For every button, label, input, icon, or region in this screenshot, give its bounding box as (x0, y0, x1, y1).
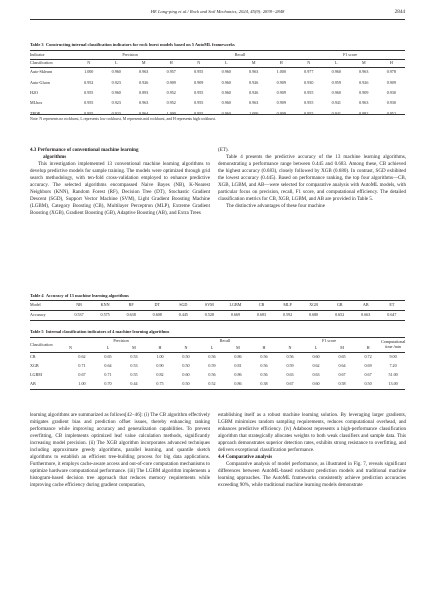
t3-cell: 0.909 (276, 100, 286, 106)
t4-cell: 0.608 (152, 311, 162, 317)
t3-class-header: L (224, 59, 228, 65)
t3-cell: 0.955 (84, 89, 94, 95)
t3-f1-header: F1 score (343, 51, 358, 57)
t5-cell: 0.56 (260, 362, 268, 368)
t3-cell: 0.955 (304, 110, 314, 116)
t3-cell: 0.955 (194, 89, 204, 95)
t4-header-cell: Model (30, 302, 41, 308)
t3-cell: 0.960 (221, 79, 231, 85)
t3-classification-header: Classification (30, 59, 53, 65)
t5-row-label: XGB (30, 362, 39, 368)
t3-cell: 0.952 (166, 89, 176, 95)
table-row (30, 67, 405, 77)
t3-cell: 0.909 (194, 79, 204, 85)
t3-class-header: H (169, 59, 173, 65)
t3-cell: 0.909 (276, 79, 286, 85)
t4-header-cell: DT (154, 302, 160, 308)
t5-time-header: Computational time /min (381, 339, 406, 349)
t3-cell: 0.955 (304, 89, 314, 95)
t4-cell: 0.669 (230, 311, 241, 317)
t3-cell: 0.955 (194, 110, 204, 116)
t5-cell: 1.00 (156, 353, 164, 359)
t5-cell: 0.38 (260, 381, 268, 387)
section-heading-cont: algorithms (43, 154, 67, 161)
t5-class-header: N (288, 345, 292, 351)
t4-cell: Accuracy (30, 311, 46, 317)
t3-row-label: MLbox (30, 100, 43, 106)
t5-cell: 0.50 (182, 381, 190, 387)
table-row (30, 370, 405, 379)
t5-cell: 0.86 (234, 353, 242, 359)
t3-cell: 1.000 (166, 110, 176, 116)
t3-cell: 0.955 (194, 69, 204, 75)
t3-cell: 0.909 (386, 79, 396, 85)
t3-class-header: M (251, 59, 256, 65)
table4-label: Table 4 (30, 293, 44, 298)
t5-cell: 0.59 (208, 362, 216, 368)
section-heading: 4.4 Comparative analysis (218, 454, 273, 461)
t3-cell: 0.955 (304, 100, 314, 106)
table-row (30, 88, 405, 98)
t5-cell: 0.67 (78, 371, 86, 377)
table3-caption (30, 42, 235, 47)
t5-cell: 0.67 (364, 371, 372, 377)
body-paragraph: The distinctive advantages of these four machine (226, 203, 325, 210)
t5-class-header: H (158, 345, 162, 351)
left-column-lower (30, 412, 210, 592)
table3-rule-bottom (30, 114, 405, 115)
t3-class-header: M (361, 59, 366, 65)
t3-cell: 0.959 (331, 79, 341, 85)
t4-header-cell: AB (362, 302, 369, 308)
t3-cell: 0.964 (139, 110, 149, 116)
t5-cell: 0.50 (182, 362, 190, 368)
t5-row-label: LGBM (30, 371, 42, 377)
t5-cell: 0.59 (286, 362, 294, 368)
t4-header-cell: SGD (179, 302, 188, 308)
body-paragraph: This investigation implemented 13 conventional machine learning algorithms to develop predictive models for sample training. The models were optimized through grid search methodology, with ten-fold cross-validation employed to enhance predictive accuracy. The selected algorithms encompassed Naive Bayes (NB), K-Nearest Neighbors (KNN), Random Forest (RF), Decision Tree (DT), Stochastic Gradient Descent (SGD), Support Vector Machine (SVM), Light Gradient Boosting Machine (LGBM), Category Boosting (CB), Multilayer Perceptron (MLP), Extreme Gradient Boosting (XGB), Gradient Boosting (GB), Adaptive Boosting (AB), and Extra Trees (30, 161, 210, 217)
t5-cell: 51.00 (388, 371, 398, 377)
table5-title: Internal classification indicators of 4 machine learning algorithms (45, 329, 170, 334)
t3-cell: 1.000 (249, 110, 259, 116)
t3-cell: 0.963 (249, 69, 259, 75)
t5-cell: 1.00 (78, 381, 86, 387)
t5-cell: 0.62 (78, 353, 86, 359)
t3-class-header: N (197, 59, 201, 65)
t5-cell: 0.62 (312, 362, 320, 368)
t5-cell: 0.70 (104, 381, 112, 387)
t3-cell: 0.930 (304, 79, 314, 85)
t3-cell: 0.977 (304, 69, 314, 75)
table5-label: Table 5 (30, 329, 44, 334)
t5-cell: 0.67 (286, 381, 294, 387)
t3-class-header: N (307, 59, 311, 65)
t3-recall-header: Recall (234, 51, 246, 57)
t3-cell: 0.978 (386, 69, 396, 75)
t3-class-header: M (141, 59, 146, 65)
t5-cell: 0.53 (130, 362, 138, 368)
t4-header-cell: XGB (309, 302, 318, 308)
t3-precision-header: Precision (122, 51, 138, 57)
t3-cell: 0.982 (359, 110, 369, 116)
t5-cell: 0.50 (364, 381, 372, 387)
t3-cell: 0.960 (221, 100, 231, 106)
t5-cell: 0.90 (156, 362, 164, 368)
t5-cell: 0.60 (182, 371, 190, 377)
t5-cell: 0.67 (338, 371, 346, 377)
t4-cell: 0.652 (335, 311, 345, 317)
t5-row-label: AB (30, 381, 36, 387)
t3-cell: 0.952 (386, 110, 396, 116)
t5-class-header: L (314, 345, 318, 351)
t3-cell: 0.960 (221, 110, 231, 116)
t3-cell: 0.960 (221, 69, 231, 75)
right-column-upper (218, 147, 406, 271)
table5-caption (30, 329, 169, 334)
t4-header-cell: CB (258, 302, 265, 308)
t5-cell: 0.69 (364, 362, 372, 368)
t3-class-header: L (335, 59, 338, 65)
t5-cell: 0.71 (104, 371, 112, 377)
t3-cell: 0.960 (331, 89, 341, 95)
t3-cell: 0.955 (84, 100, 94, 106)
t3-row-label: TPOP (30, 110, 41, 116)
t3-cell: 0.955 (84, 110, 94, 116)
t4-cell: 0.575 (100, 311, 110, 317)
t4-cell: 0.592 (282, 311, 293, 317)
left-column-upper (30, 147, 210, 271)
t4-cell: 0.683 (256, 311, 267, 317)
t5-class-header: M (236, 345, 240, 351)
page-number: 2844 (394, 9, 405, 15)
t4-cell: 0.647 (387, 311, 397, 317)
t3-cell: 0.963 (139, 100, 149, 106)
t4-header-cell: SVM (204, 302, 214, 308)
t5-cell: 0.65 (104, 353, 112, 359)
t5-cell: 0.86 (234, 381, 242, 387)
t5-f1-header: F1 score (322, 338, 337, 344)
t3-row-label: H2O (30, 89, 38, 95)
header-rule (30, 19, 405, 20)
t5-cell: 9.00 (389, 353, 397, 359)
body-paragraph: learning algorithms are summarized as follows[42−46]: (i) The CB algorithm effectively mitigates gradient bias and prediction offset issues, thereby enhancing ranking performance while improving accuracy and generalization capabilities. To prevent overfitting, CB implements optimized leaf value calculation methods, significantly increasing model precision. (ii) The XGB algorithm incorporates advanced techniques including approximate greedy algorithms, parallel learning, and quantile sketch algorithms to establish an efficient tree-building process for big data applications. Furthermore, it employs cache-aware access and out-of-core computation mechanisms to optimize hardware computational performance. (iii) The LGBM algorithm implements a histogram-based decision tree approach that reduces memory requirements while improving cache efficiency during gradient computation, (30, 412, 210, 489)
t5-precision-header: Precision (113, 338, 129, 344)
body-paragraph: (ET). (218, 147, 229, 153)
t3-cell: 0.909 (276, 89, 286, 95)
t5-cell: 0.53 (130, 353, 138, 359)
t3-cell: 0.957 (166, 69, 176, 75)
body-paragraph: Comparative analysis of model performance, as illustrated in Fig. 7, reveals significant differences between AutoML-based rockburst prediction models and traditional machine learning approaches. The AutoML frameworks consistently achieve prediction accuracies exceeding 90%, while traditional machine learning models demonstrate (218, 461, 406, 489)
table3-note: Note: N represents no rockburst, L represents low rockburst, M represents mid rockburst, and H represents high rockburst. (30, 117, 216, 121)
table-row (30, 77, 405, 87)
t5-cell: 0.64 (338, 362, 346, 368)
table4 (30, 301, 405, 319)
t3-cell: 0.909 (359, 89, 369, 95)
t4-header-cell: LGBM (229, 302, 242, 308)
running-header (30, 9, 405, 19)
t3-cell: 0.930 (386, 100, 396, 106)
t3-cell: 0.952 (84, 79, 94, 85)
t3-class-header: N (87, 59, 91, 65)
t4-cell: 0.445 (178, 311, 188, 317)
t3-class-header: H (279, 59, 283, 65)
t5-cell: 0.72 (364, 353, 372, 359)
t3-cell: 0.909 (276, 110, 286, 116)
t3-cell: 0.941 (331, 110, 341, 116)
t3-cell: 0.941 (331, 100, 341, 106)
t5-class-header: H (262, 345, 266, 351)
t5-cell: 0.52 (208, 381, 216, 387)
t4-cell: 0.528 (204, 311, 214, 317)
t3-cell: 0.923 (111, 100, 121, 106)
t5-cell: 0.71 (78, 362, 86, 368)
t3-cell: 0.952 (166, 100, 176, 106)
t5-cell: 7.20 (389, 362, 397, 368)
t5-cell: 0.58 (338, 381, 346, 387)
t5-class-header: N (69, 345, 72, 351)
t3-row-label: Auto-Sklearn (30, 69, 53, 75)
t5-class-header: N (184, 345, 188, 351)
table-row (30, 380, 405, 389)
t3-cell: 0.909 (166, 79, 176, 85)
t5-cell: 0.60 (312, 381, 320, 387)
t5-cell: 0.56 (260, 353, 268, 359)
t3-cell: 0.960 (111, 69, 121, 75)
t4-header-cell: KNN (100, 302, 110, 308)
t4-header-cell: ET (389, 302, 395, 308)
t5-recall-header: Recall (219, 338, 231, 344)
t3-class-header: H (389, 59, 393, 65)
t3-class-header: L (114, 59, 118, 65)
t3-cell: 0.960 (221, 89, 231, 95)
t3-indicator-header: Indicator (30, 51, 45, 57)
t3-cell: 0.926 (249, 79, 259, 85)
t5-cell: 0.63 (312, 371, 320, 377)
t3-cell: 0.963 (139, 69, 149, 75)
t4-header-cell: GB (336, 302, 343, 308)
table3-title: Constructing internal classification indicators for rock burst models based on 5 AutoML frameworks (45, 42, 235, 47)
table-row (30, 361, 405, 370)
t5-cell: 0.64 (104, 362, 112, 368)
t4-header-cell: RF (128, 302, 134, 308)
table4-rule-bottom (30, 320, 405, 321)
t5-cell: 0.82 (156, 371, 164, 377)
table3-label: Table 3 (30, 42, 44, 47)
t4-cell: 0.663 (361, 311, 371, 317)
table-row (30, 98, 405, 108)
t5-cell: 0.65 (338, 353, 346, 359)
t3-cell: 1.000 (84, 69, 94, 75)
t3-cell: 0.926 (359, 79, 369, 85)
table4-caption (30, 293, 129, 298)
t4-cell: 0.537 (74, 311, 84, 317)
t3-cell: 0.963 (249, 100, 259, 106)
t3-cell: 0.963 (359, 100, 369, 106)
t3-cell: 0.926 (249, 89, 259, 95)
table-row (30, 352, 405, 361)
table5-rule-bottom (30, 389, 405, 390)
body-paragraph: Table 4 presents the predictive accuracy of the 13 machine learning algorithms, demonstrating a performance range between 0.445 and 0.683. Among these, CB achieved the highest accuracy (0.683), closely followed by XGB (0.680). In contrast, SGD exhibited the lowest accuracy (0.445). Based on performance ranking, the top four algorithms—CB, XGB, LGBM, and AB—were selected for comparative analysis with AutoML models, with particular focus on precision, recall, F1 score, and computational efficiency. The detailed classification metrics for CB, XGB, LGBM, and AB are provided in Table 5. (218, 154, 406, 203)
t3-cell: 1.000 (276, 69, 286, 75)
t4-cell: 0.638 (126, 311, 136, 317)
right-column-lower (218, 412, 406, 592)
t5-cell: 0.55 (130, 371, 138, 377)
t3-row-label: Auto-Gluon (30, 79, 50, 85)
t3-cell: 0.955 (194, 100, 204, 106)
t5-class-header: L (210, 345, 214, 351)
t5-class-header: M (340, 345, 344, 351)
t5-cell: 13.00 (388, 381, 398, 387)
t3-cell: 0.923 (111, 110, 121, 116)
t3-cell: 0.960 (111, 89, 121, 95)
t5-classification-header: Classification (30, 341, 53, 347)
t5-cell: 0.81 (234, 362, 242, 368)
running-head-text: HE Long-ping et al./ Rock and Soil Mechanics, 2024, 45(9): 2839−2848 (150, 9, 285, 14)
table3 (30, 51, 405, 119)
t5-cell: 0.50 (182, 353, 190, 359)
t5-cell: 0.56 (208, 371, 216, 377)
t3-cell: 0.930 (386, 89, 396, 95)
section-heading: Performance of conventional machine learning (37, 147, 139, 153)
t5-class-header: L (106, 345, 110, 351)
t4-header-cell: NB (76, 302, 82, 308)
t3-cell: 0.963 (359, 69, 369, 75)
t3-cell: 0.893 (139, 89, 149, 95)
t3-cell: 0.923 (111, 79, 121, 85)
table4-title: Accuracy of 13 machine learning algorithms (45, 293, 129, 298)
table5 (30, 338, 405, 389)
t5-class-header: H (366, 345, 370, 351)
t5-cell: 0.75 (156, 381, 164, 387)
t5-cell: 0.86 (234, 371, 242, 377)
t4-header-cell: MLP (283, 302, 292, 308)
t5-cell: 0.56 (286, 353, 294, 359)
t5-cell: 0.44 (130, 381, 138, 387)
t5-row-label: CB (30, 353, 36, 359)
t5-cell: 0.56 (208, 353, 216, 359)
t5-class-header: M (132, 345, 136, 351)
t5-cell: 0.63 (286, 371, 294, 377)
t3-cell: 0.926 (139, 79, 149, 85)
section-number: 4.3 (30, 147, 37, 153)
t5-cell: 0.60 (312, 353, 320, 359)
t5-cell: 0.56 (260, 371, 268, 377)
body-paragraph: establishing itself as a robust machine learning solution. By leveraging larger gradients, LGBM minimizes random sampling requirements, reduces computational overhead, and enhances predictive efficiency. (iv) Adaboost represents a high-performance classification algorithm that strategically allocates weights to both weak classifiers and sample data. This approach demonstrates superior detection rates, exhibits strong resistance to overfitting, and delivers exceptional classification performance. (218, 412, 406, 454)
t3-cell: 0.960 (331, 69, 341, 75)
t4-cell: 0.680 (309, 311, 319, 317)
